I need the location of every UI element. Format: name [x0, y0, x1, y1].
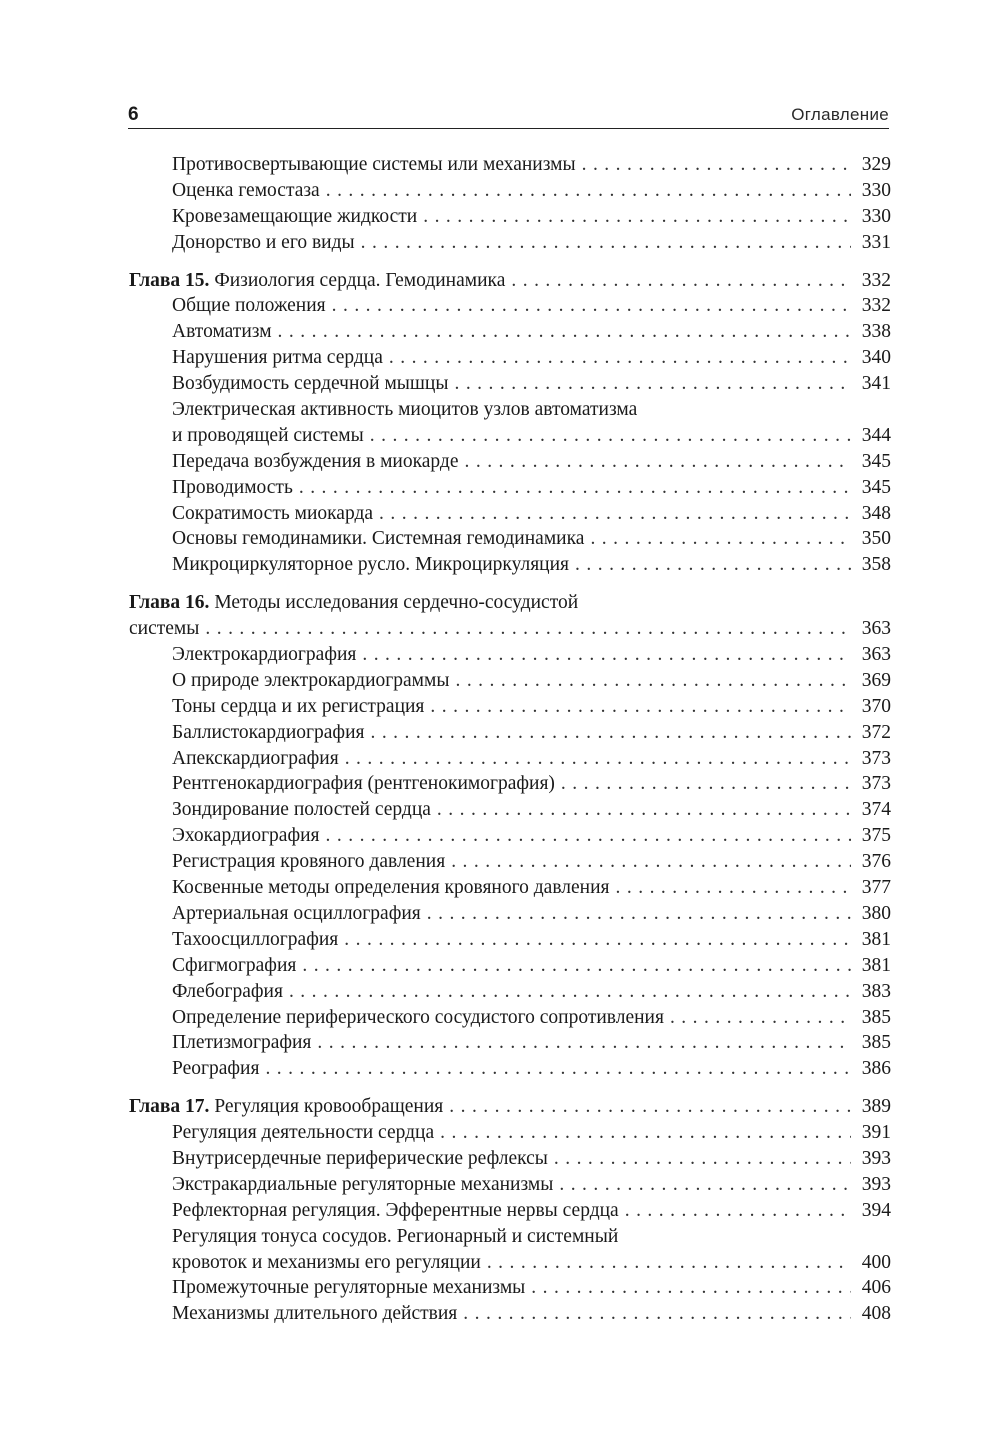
page-ref: 373	[861, 747, 891, 769]
dot-leader	[326, 178, 851, 204]
toc-entry[interactable]	[129, 979, 891, 1005]
entry-text: Проводимость	[172, 476, 293, 498]
dot-leader	[465, 449, 852, 475]
toc-entry[interactable]	[129, 746, 891, 772]
page-ref: 363	[861, 644, 891, 666]
toc-entry-title	[172, 1275, 525, 1301]
entry-text: Апекскардиография	[172, 747, 339, 769]
toc-entry-title	[172, 526, 584, 552]
page-ref: 380	[861, 902, 891, 924]
toc-entry[interactable]	[129, 423, 891, 449]
entry-text: Возбудимость сердечной мышцы	[172, 373, 449, 395]
dot-leader	[265, 1056, 851, 1082]
toc-entry-title	[172, 642, 356, 668]
entry-text: и проводящей системы	[172, 424, 364, 446]
dot-leader	[205, 616, 851, 642]
dot-leader	[370, 720, 851, 746]
page-ref: 372	[861, 721, 891, 743]
toc-entry-title	[172, 1198, 619, 1224]
entry-text: Общие положения	[172, 295, 326, 317]
toc-section	[129, 152, 891, 256]
page-ref: 345	[861, 450, 891, 472]
chapter-number: Глава 17.	[129, 1096, 210, 1118]
entry-text: Донорство и его виды	[172, 231, 355, 253]
dot-leader	[463, 1301, 851, 1327]
entry-text: Тахоосциллография	[172, 928, 339, 950]
page-ref: 332	[861, 295, 891, 317]
page-ref: 330	[861, 205, 891, 227]
entry-text: Тоны сердца и их регистрация	[172, 695, 425, 717]
toc-entry[interactable]	[129, 501, 891, 527]
entry-text: Микроциркуляторное русло. Микроциркуляция	[172, 554, 570, 576]
toc-entry-title	[172, 927, 338, 953]
toc-entry-title	[129, 616, 199, 642]
dot-leader	[582, 152, 851, 178]
entry-text: Регистрация кровяного давления	[172, 851, 446, 873]
toc-chapter-entry[interactable]	[129, 268, 891, 294]
entry-text: Рентгенокардиография (рентгенокимография)	[172, 773, 555, 795]
dot-leader	[554, 1146, 851, 1172]
toc-entry-title	[172, 293, 326, 319]
entry-text: Промежуточные регуляторные механизмы	[172, 1277, 526, 1299]
page-ref: 345	[861, 476, 891, 498]
toc-entry[interactable]	[129, 552, 891, 578]
toc-entry[interactable]	[129, 1198, 891, 1224]
toc-entry[interactable]	[129, 526, 891, 552]
entry-text: Основы гемодинамики. Системная гемодинамика	[172, 528, 585, 550]
toc-section	[129, 268, 891, 579]
toc-entry-title	[172, 668, 449, 694]
toc-entry[interactable]	[129, 178, 891, 204]
toc-entry-continuation[interactable]	[129, 616, 891, 642]
page-ref: 350	[861, 528, 891, 550]
dot-leader	[345, 746, 851, 772]
toc-entry-title	[172, 319, 272, 345]
toc-entry-title	[172, 1005, 664, 1031]
toc-entry[interactable]	[129, 823, 891, 849]
page-ref: 344	[861, 424, 891, 446]
entry-text: Артериальная осциллография	[172, 902, 421, 924]
page-ref: 331	[861, 231, 891, 253]
chapter-number: Глава 16.	[129, 592, 210, 614]
dot-leader	[437, 797, 851, 823]
dot-leader	[430, 694, 851, 720]
toc-entry[interactable]	[129, 771, 891, 797]
entry-text: Рефлекторная регуляция. Эфферентные нервы сердца	[172, 1199, 619, 1221]
entry-text: Флебография	[172, 980, 283, 1002]
page-ref: 389	[861, 1096, 891, 1118]
dot-leader	[559, 1172, 851, 1198]
toc-entry[interactable]	[129, 345, 891, 371]
entry-text: Физиология сердца. Гемодинамика	[214, 269, 506, 291]
dot-leader	[561, 771, 851, 797]
entry-text: Нарушения ритма сердца	[172, 347, 383, 369]
toc-entry-title	[172, 979, 283, 1005]
entry-text: системы	[129, 618, 200, 640]
toc-entry[interactable]	[129, 1250, 891, 1276]
toc-entry-title	[172, 178, 320, 204]
dot-leader	[299, 475, 851, 501]
dot-leader	[423, 204, 851, 230]
toc-entry-title	[172, 694, 424, 720]
dot-leader	[616, 875, 851, 901]
toc-entry-title	[172, 746, 339, 772]
page-ref: 400	[861, 1251, 891, 1273]
toc-entry-title	[172, 1250, 481, 1276]
page-ref: 341	[861, 373, 891, 395]
toc-entry[interactable]	[129, 152, 891, 178]
page-ref: 375	[861, 825, 891, 847]
toc-entry-title	[172, 204, 417, 230]
toc-entry-title	[172, 875, 610, 901]
dot-leader	[289, 979, 851, 1005]
dot-leader	[370, 423, 851, 449]
entry-text: Внутрисердечные периферические рефлексы	[172, 1147, 548, 1169]
toc-entry-title	[172, 1224, 618, 1250]
dot-leader	[389, 345, 851, 371]
entry-text: Кровезамещающие жидкости	[172, 205, 418, 227]
entry-text: Экстракардиальные регуляторные механизмы	[172, 1173, 554, 1195]
toc-entry-title	[172, 552, 569, 578]
page-ref: 406	[861, 1277, 891, 1299]
dot-leader	[670, 1005, 851, 1031]
page-number: 6	[128, 104, 139, 125]
page-ref: 385	[861, 1032, 891, 1054]
entry-text: Определение периферического сосудистого сопротивления	[172, 1006, 664, 1028]
toc-entry[interactable]	[129, 849, 891, 875]
entry-text: Регуляция тонуса сосудов. Регионарный и системный	[172, 1225, 619, 1247]
toc-entry[interactable]	[129, 875, 891, 901]
toc-entry[interactable]	[129, 1056, 891, 1082]
toc-entry-title	[172, 371, 448, 397]
entry-text: Сократимость миокарда	[172, 502, 374, 524]
toc-entry-title	[172, 345, 383, 371]
toc-entry-title	[172, 475, 293, 501]
toc-entry[interactable]	[129, 1224, 891, 1250]
page-ref: 385	[861, 1006, 891, 1028]
dot-leader	[625, 1198, 851, 1224]
toc-entry[interactable]	[129, 642, 891, 668]
page-header	[128, 104, 889, 129]
dot-leader	[575, 552, 851, 578]
toc-entry-title	[172, 797, 431, 823]
dot-leader	[332, 293, 851, 319]
entry-text: Электрокардиография	[172, 644, 357, 666]
dot-leader	[302, 953, 851, 979]
toc-entry-title	[172, 1301, 457, 1327]
entry-text: Противосвертывающие системы или механизмы	[172, 154, 576, 175]
toc-entry[interactable]	[129, 371, 891, 397]
toc-entry[interactable]	[129, 927, 891, 953]
entry-text: Сфигмография	[172, 954, 297, 976]
toc-entry[interactable]	[129, 1301, 891, 1327]
toc-entry-title	[172, 449, 459, 475]
entry-text: Зондирование полостей сердца	[172, 799, 431, 821]
toc-entry[interactable]	[129, 694, 891, 720]
toc-entry[interactable]	[129, 319, 891, 345]
toc-entry-title	[172, 501, 373, 527]
dot-leader	[362, 642, 851, 668]
page-ref: 340	[861, 347, 891, 369]
toc-section	[129, 590, 891, 1082]
toc-entry[interactable]	[129, 1146, 891, 1172]
page-ref: 377	[861, 877, 891, 899]
toc-entry-title	[172, 953, 296, 979]
toc-entry[interactable]	[129, 1005, 891, 1031]
toc-entry-title	[172, 230, 355, 256]
toc-entry[interactable]	[129, 953, 891, 979]
page-ref: 394	[861, 1199, 891, 1221]
page-ref: 363	[861, 618, 891, 640]
toc-entry-title	[172, 397, 637, 423]
dot-leader	[455, 668, 851, 694]
dot-leader	[511, 268, 851, 294]
dot-leader	[317, 1030, 851, 1056]
dot-leader	[531, 1275, 851, 1301]
page-ref: 329	[861, 154, 891, 175]
toc-entry[interactable]	[129, 797, 891, 823]
toc-entry-title	[172, 823, 320, 849]
table-of-contents	[129, 152, 891, 1339]
dot-leader	[361, 230, 851, 256]
toc-entry[interactable]	[129, 475, 891, 501]
entry-text: Передача возбуждения в миокарде	[172, 450, 459, 472]
entry-text: кровоток и механизмы его регуляции	[172, 1251, 481, 1273]
toc-section	[129, 1094, 891, 1327]
page-ref: 408	[861, 1303, 891, 1325]
page-ref: 332	[861, 269, 891, 291]
dot-leader	[449, 1094, 851, 1120]
toc-chapter-entry[interactable]	[129, 1094, 891, 1120]
toc-entry-title	[172, 1030, 311, 1056]
entry-text: Автоматизм	[172, 321, 272, 343]
entry-text: Регуляция кровообращения	[214, 1096, 444, 1118]
entry-text: О природе электрокардиограммы	[172, 669, 450, 691]
page-ref: 373	[861, 773, 891, 795]
toc-entry-title	[172, 152, 576, 178]
toc-entry-title	[129, 590, 578, 616]
toc-entry-title	[129, 1094, 443, 1120]
toc-entry[interactable]	[129, 230, 891, 256]
toc-entry-title	[129, 268, 505, 294]
toc-entry[interactable]	[129, 1030, 891, 1056]
toc-entry-title	[172, 423, 364, 449]
running-title: Оглавление	[791, 105, 889, 124]
toc-entry[interactable]	[129, 1172, 891, 1198]
chapter-number: Глава 15.	[129, 269, 210, 291]
page-ref: 376	[861, 851, 891, 873]
toc-entry[interactable]	[129, 901, 891, 927]
page-ref: 381	[861, 954, 891, 976]
dot-leader	[440, 1120, 851, 1146]
entry-text: Регуляция деятельности сердца	[172, 1122, 435, 1144]
toc-entry[interactable]	[129, 449, 891, 475]
dot-leader	[454, 371, 851, 397]
toc-entry-title	[172, 720, 364, 746]
entry-text: Механизмы длительного действия	[172, 1303, 458, 1325]
toc-entry[interactable]	[129, 1120, 891, 1146]
dot-leader	[379, 501, 851, 527]
toc-entry-title	[172, 1146, 548, 1172]
toc-entry[interactable]	[129, 720, 891, 746]
toc-entry-title	[172, 849, 445, 875]
page-ref: 383	[861, 980, 891, 1002]
toc-entry-title	[172, 901, 421, 927]
entry-text: Косвенные методы определения кровяного давления	[172, 877, 610, 899]
toc-entry[interactable]	[129, 293, 891, 319]
entry-text: Эхокардиография	[172, 825, 320, 847]
entry-text: Реография	[172, 1058, 260, 1080]
entry-text: Методы исследования сердечно-сосудистой	[214, 592, 579, 614]
page-ref: 381	[861, 928, 891, 950]
dot-leader	[326, 823, 851, 849]
dot-leader	[590, 526, 851, 552]
page-ref: 393	[861, 1173, 891, 1195]
toc-entry-title	[172, 1172, 553, 1198]
dot-leader	[451, 849, 851, 875]
page-ref: 370	[861, 695, 891, 717]
page-ref: 338	[861, 321, 891, 343]
dot-leader	[344, 927, 851, 953]
toc-entry[interactable]	[129, 204, 891, 230]
toc-entry-title	[172, 771, 555, 797]
page-ref: 348	[861, 502, 891, 524]
page-ref: 369	[861, 669, 891, 691]
toc-chapter-entry[interactable]	[129, 590, 891, 616]
page-ref: 330	[861, 179, 891, 201]
entry-text: Электрическая активность миоцитов узлов автоматизма	[172, 399, 638, 421]
dot-leader	[487, 1250, 851, 1276]
toc-entry-title	[172, 1120, 434, 1146]
toc-entry[interactable]	[129, 397, 891, 423]
entry-text: Плетизмография	[172, 1032, 312, 1054]
toc-entry-title	[172, 1056, 259, 1082]
page-ref: 393	[861, 1147, 891, 1169]
entry-text: Баллистокардиография	[172, 721, 365, 743]
dot-leader	[427, 901, 851, 927]
page-ref: 391	[861, 1122, 891, 1144]
dot-leader	[278, 319, 851, 345]
toc-entry[interactable]	[129, 668, 891, 694]
page-ref: 386	[861, 1058, 891, 1080]
toc-entry[interactable]	[129, 1275, 891, 1301]
entry-text: Оценка гемостаза	[172, 179, 320, 201]
page-ref: 374	[861, 799, 891, 821]
page-ref: 358	[861, 554, 891, 576]
